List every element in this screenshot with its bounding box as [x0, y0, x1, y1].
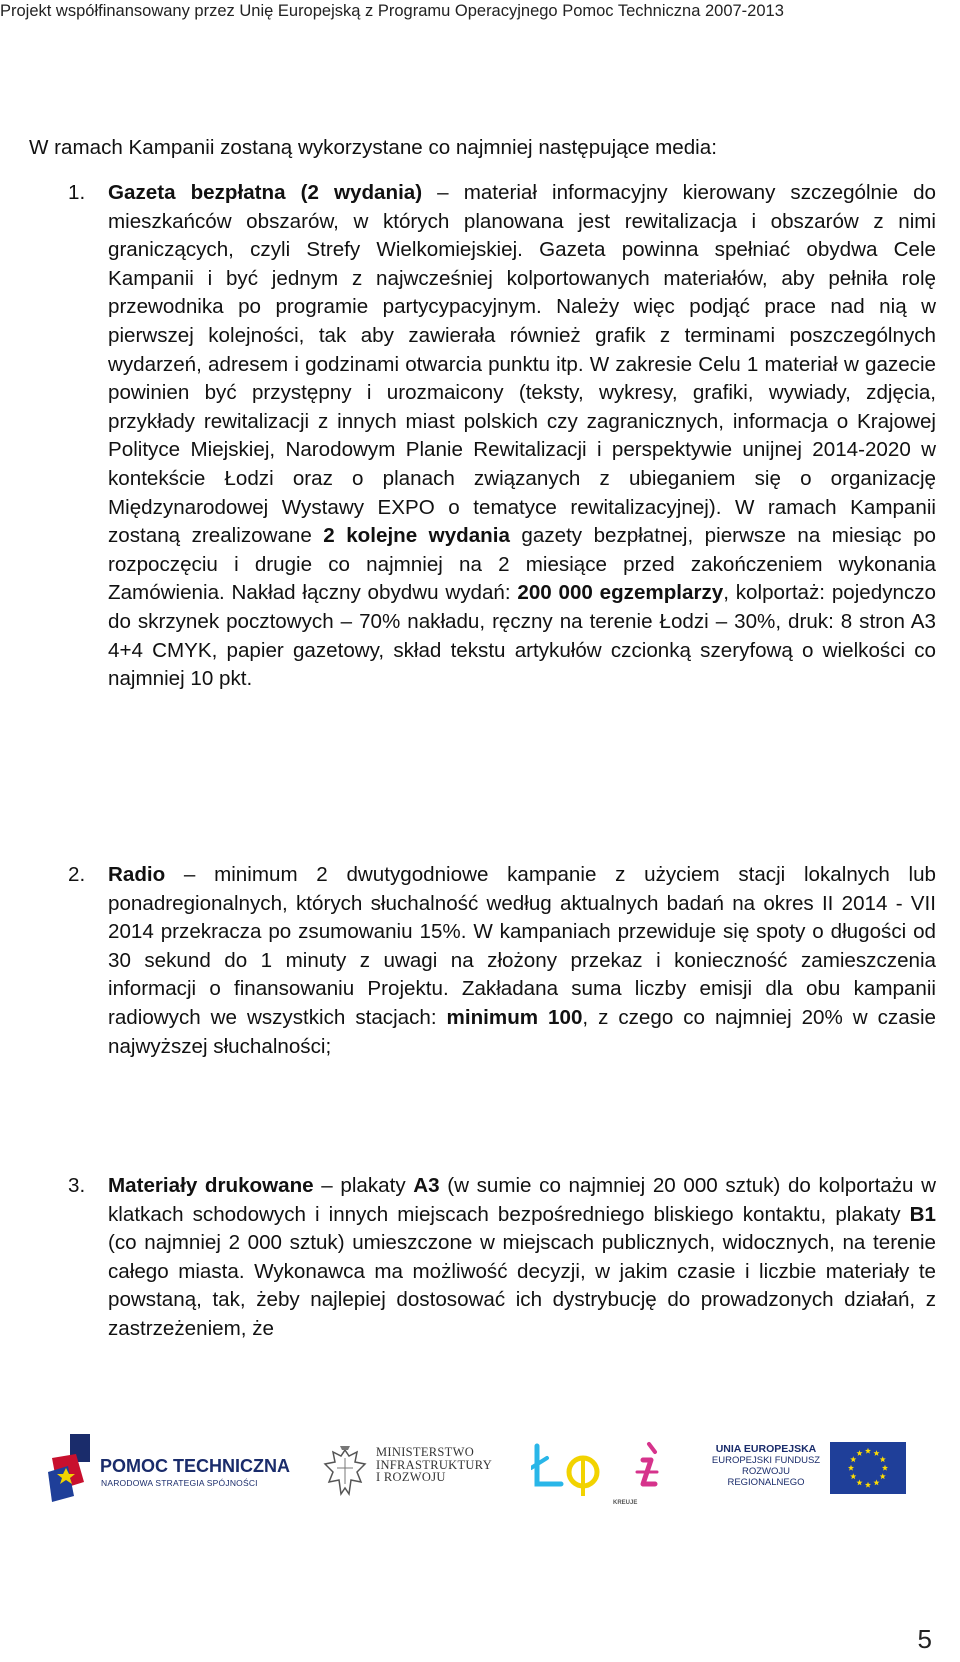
pomoc-techniczna-logo: [46, 1432, 296, 1504]
lodz-kreuje-logo: [531, 1438, 681, 1518]
list-item-body: [108, 179, 936, 694]
item-bold-text: minimum 100: [446, 1005, 583, 1029]
item-title: Materiały drukowane: [108, 1174, 314, 1197]
lodz-caption: KREUJE: [613, 1500, 638, 1506]
lodz-letters-icon: [531, 1438, 681, 1500]
eu-line-2: EUROPEJSKI FUNDUSZ: [711, 1455, 821, 1466]
eu-logo: [706, 1442, 906, 1512]
page-header: Projekt współfinansowany przez Unię Europejską z Programu Operacyjnego Pomoc Techniczna 2007-2013: [0, 2, 784, 20]
list-number: 2.: [68, 863, 86, 886]
eu-text: [706, 1444, 826, 1488]
item-text: – materiał informacyjny kierowany szczególnie do mieszkańców obszarów, w których planowana jest rewitalizacja i obszarów z nimi graniczących, czyli Strefy Wielkomiejskiej. Gazeta powinna spełniać obydwa Cele Kampanii i być jednym z najwcześniej kolportowanych materiałów, aby pełniła rolę przewodnika po programie partycypacyjnym. Należy więc podjąć prace nad nią w pierwszej kolejności, tak aby zawierała również grafik z terminami poszczególnych wydarzeń, adresem i godzinami otwarcia punktu itp. W zakresie Celu 1 materiał w gazecie powinien być przystępny i urozmaicony (teksty, wykresy, grafiki, wywiady, zdjęcia, przykłady rewitalizacji z innych miast polskich czy zagranicznych, informacja o Krajowej Polityce Miejskiej, Narodowym Planie Rewitalizacji i perspektywie unijnej 2014-2020 w kontekście Łodzi oraz o planach związanych z ubieganiem się o organizację Międzynarodowej Wystawy EXPO o tematyce rewitalizacyjnej). W ramach Kampanii zostaną zrealizowane: [108, 181, 936, 548]
item-text: gazety bezpłatnej, pierwsze na miesiąc po rozpoczęciu i drugie co najmniej na 2 miesiące przed zakończeniem wykonania Zamówienia. Nakład łączny obydwu wydań:: [108, 524, 936, 605]
list-item-materialy: [68, 1172, 936, 1344]
list-item-radio: [68, 861, 936, 1061]
item-text: – plakaty: [313, 1174, 414, 1197]
eu-line-3: ROZWOJU REGIONALNEGO: [727, 1466, 805, 1488]
intro-paragraph: W ramach Kampanii zostaną wykorzystane co najmniej następujące media:: [29, 136, 717, 159]
list-item-gazeta: [68, 179, 936, 694]
item-bold-text: A3: [413, 1174, 440, 1197]
pomoc-techniczna-subtitle: NARODOWA STRATEGIA SPÓJNOŚCI: [101, 1478, 258, 1488]
item-bold-text: 200 000 egzemplarzy: [517, 581, 724, 605]
list-number: 1.: [68, 181, 86, 204]
footer-logos: [0, 1424, 960, 1534]
item-title: Radio: [108, 863, 166, 886]
item-bold-text: B1: [909, 1202, 936, 1226]
eu-line-1: UNIA EUROPEJSKA: [715, 1443, 817, 1455]
item-text: , z czego co najmniej 20% w czasie najwyższej słuchalności;: [108, 1005, 936, 1058]
pomoc-techniczna-title: POMOC TECHNICZNA: [100, 1456, 290, 1476]
list-item-body: [108, 861, 936, 1061]
item-bold-text: 2 kolejne wydania: [323, 524, 510, 548]
polish-eagle-icon: [322, 1444, 368, 1502]
list-item-body: [108, 1172, 936, 1344]
list-number: 3.: [68, 1174, 86, 1197]
item-text: (w sumie co najmniej 20 000 sztuk) do kolportażu w klatkach schodowych i innych miejscach bezpośredniego bliskiego kontaktu, plakaty: [108, 1174, 937, 1226]
item-text: , kolportaż: pojedynczo do skrzynek pocztowych – 70% nakładu, ręczny na terenie Łodzi – 30%, druk: 8 stron A3 4+4 CMYK, papier gazetowy, skład tekstu artykułów czcionką szeryfową o wielkości co najmniej 10 pkt.: [108, 581, 936, 691]
ministerstwo-name: MINISTERSTWO INFRASTRUKTURY I ROZWOJU: [376, 1445, 493, 1484]
page-number: 5: [917, 1624, 932, 1654]
item-title: Gazeta bezpłatna (2 wydania): [108, 181, 423, 204]
item-text: (co najmniej 2 000 sztuk) umieszczone w miejscach publicznych, widocznych, na terenie całego miasta. Wykonawca ma możliwość decyzji, w jakim czasie i liczbie materiały te powstaną, tak, żeby najlepiej dostosować ich dystrybucję do prowadzonych działań, z zastrzeżeniem, że: [108, 1231, 936, 1340]
eu-flag-icon: [830, 1442, 906, 1494]
nss-flag-icon: [46, 1432, 94, 1504]
item-text: – minimum 2 dwutygodniowe kampanie z użyciem stacji lokalnych lub ponadregionalnych, których słuchalność według aktualnych badań na okres II 2014 - VII 2014 przekracza po zsumowaniu 15%. W kampaniach przewiduje się spoty o długości od 30 sekund do 1 minuty z uwagi na złożony przekaz i konieczność zamieszczenia informacji o finansowaniu Projektu. Zakładana suma liczby emisji dla obu kampanii radiowych we wszystkich stacjach:: [108, 863, 936, 1029]
ministerstwo-logo: [322, 1444, 512, 1504]
